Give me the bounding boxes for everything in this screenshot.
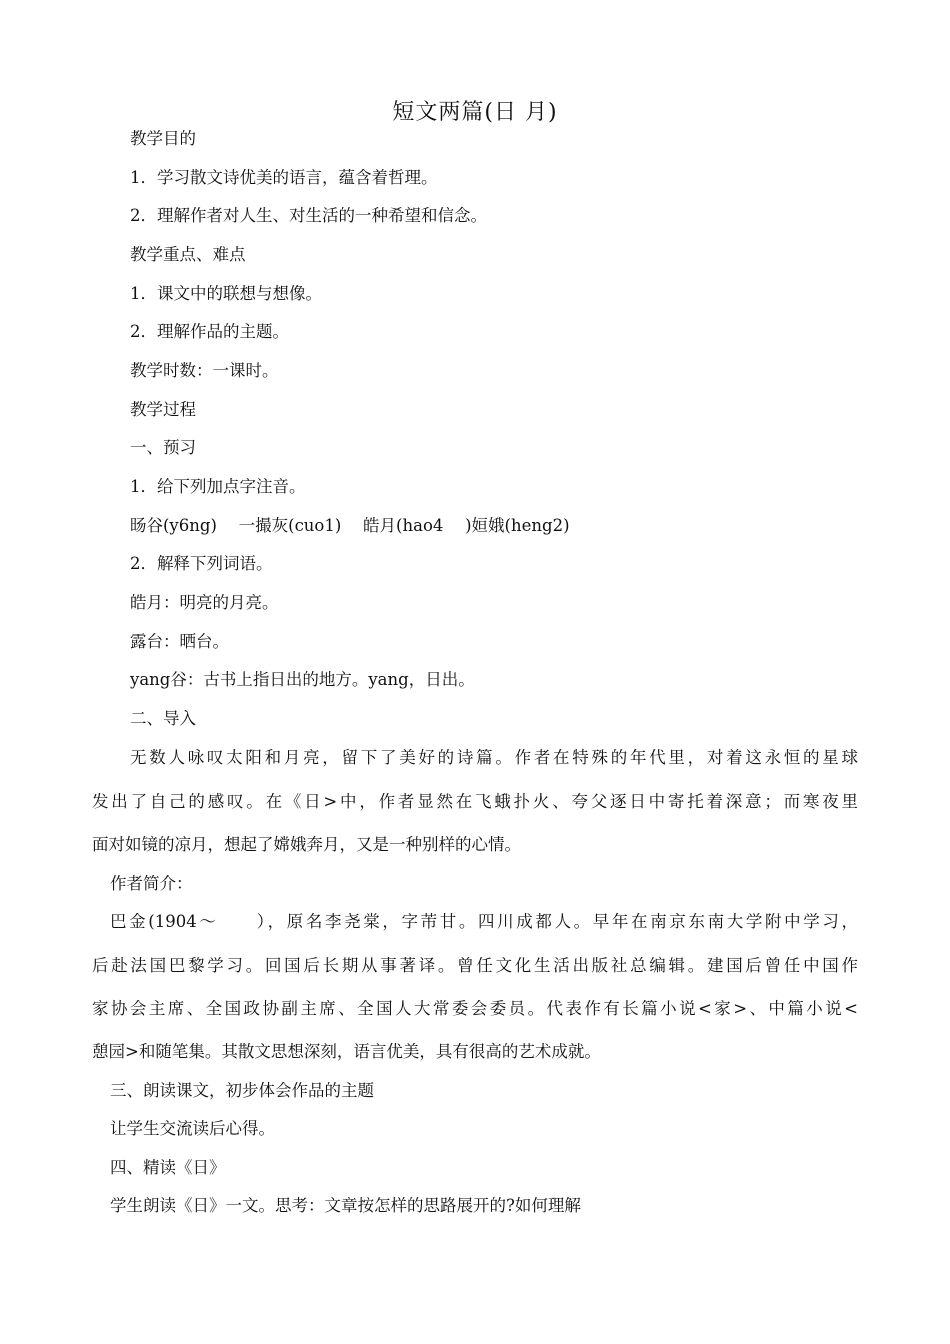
page-title: 短文两篇(日 月) <box>392 100 558 125</box>
section-close-reading: 四、精读《日》 <box>110 1158 226 1177</box>
section-reading: 三、朗读课文，初步体会作品的主题 <box>110 1081 374 1100</box>
reading-instruction: 让学生交流读后心得。 <box>110 1119 275 1138</box>
definition-lutai: 露台：晒台。 <box>130 632 229 651</box>
goal-item-1: 1．学习散文诗优美的语言，蕴含着哲理。 <box>130 168 438 187</box>
heading-key-points: 教学重点、难点 <box>130 245 246 264</box>
key-point-1: 1．课文中的联想与想像。 <box>130 284 322 303</box>
heading-author-bio: 作者简介： <box>110 874 193 893</box>
bio-line-3: 家协会主席、全国政协副主席、全国人大常委会委员。代表作有长篇小说<家>、中篇小说< <box>92 999 858 1018</box>
preview-item-1: 1．给下列加点字注音。 <box>130 477 306 496</box>
close-reading-question: 学生朗读《日》一文。思考：文章按怎样的思路展开的?如何理解 <box>110 1196 581 1215</box>
bio-line-4: 憩园>和随笔集。其散文思想深刻，语言优美，具有很高的艺术成就。 <box>92 1042 601 1061</box>
section-preview: 一、预习 <box>130 438 196 457</box>
bio-line-1: 巴金(1904～ ），原名李尧棠，字芾甘。四川成都人。早年在南京东南大学附中学习， <box>110 912 858 931</box>
intro-paragraph-line-1: 无数人咏叹太阳和月亮，留下了美好的诗篇。作者在特殊的年代里，对着这永恒的星球 <box>130 748 858 767</box>
teaching-hours: 教学时数：一课时。 <box>130 361 279 380</box>
intro-paragraph-line-2: 发出了自己的感叹。在《日>中，作者显然在飞蛾扑火、夸父逐日中寄托着深意；而寒夜里 <box>92 792 858 811</box>
pinyin-line: 旸谷(y6ng) 一撮灰(cuo1) 皓月(hao4 )姮娥(heng2) <box>130 516 570 535</box>
heading-teaching-goals: 教学目的 <box>130 129 196 148</box>
section-intro: 二、导入 <box>130 709 196 728</box>
goal-item-2: 2．理解作者对人生、对生活的一种希望和信念。 <box>130 206 487 225</box>
preview-item-2: 2．解释下列词语。 <box>130 554 273 573</box>
definition-yanggu: yang谷：古书上指日出的地方。yang，日出。 <box>130 670 475 689</box>
key-point-2: 2．理解作品的主题。 <box>130 322 289 341</box>
definition-haoyue: 皓月：明亮的月亮。 <box>130 593 279 612</box>
intro-paragraph-line-3: 面对如镜的凉月，想起了嫦娥奔月，又是一种别样的心情。 <box>92 835 521 854</box>
bio-line-2: 后赴法国巴黎学习。回国后长期从事著译。曾任文化生活出版社总编辑。建国后曾任中国作 <box>92 956 858 975</box>
heading-teaching-process: 教学过程 <box>130 400 196 419</box>
